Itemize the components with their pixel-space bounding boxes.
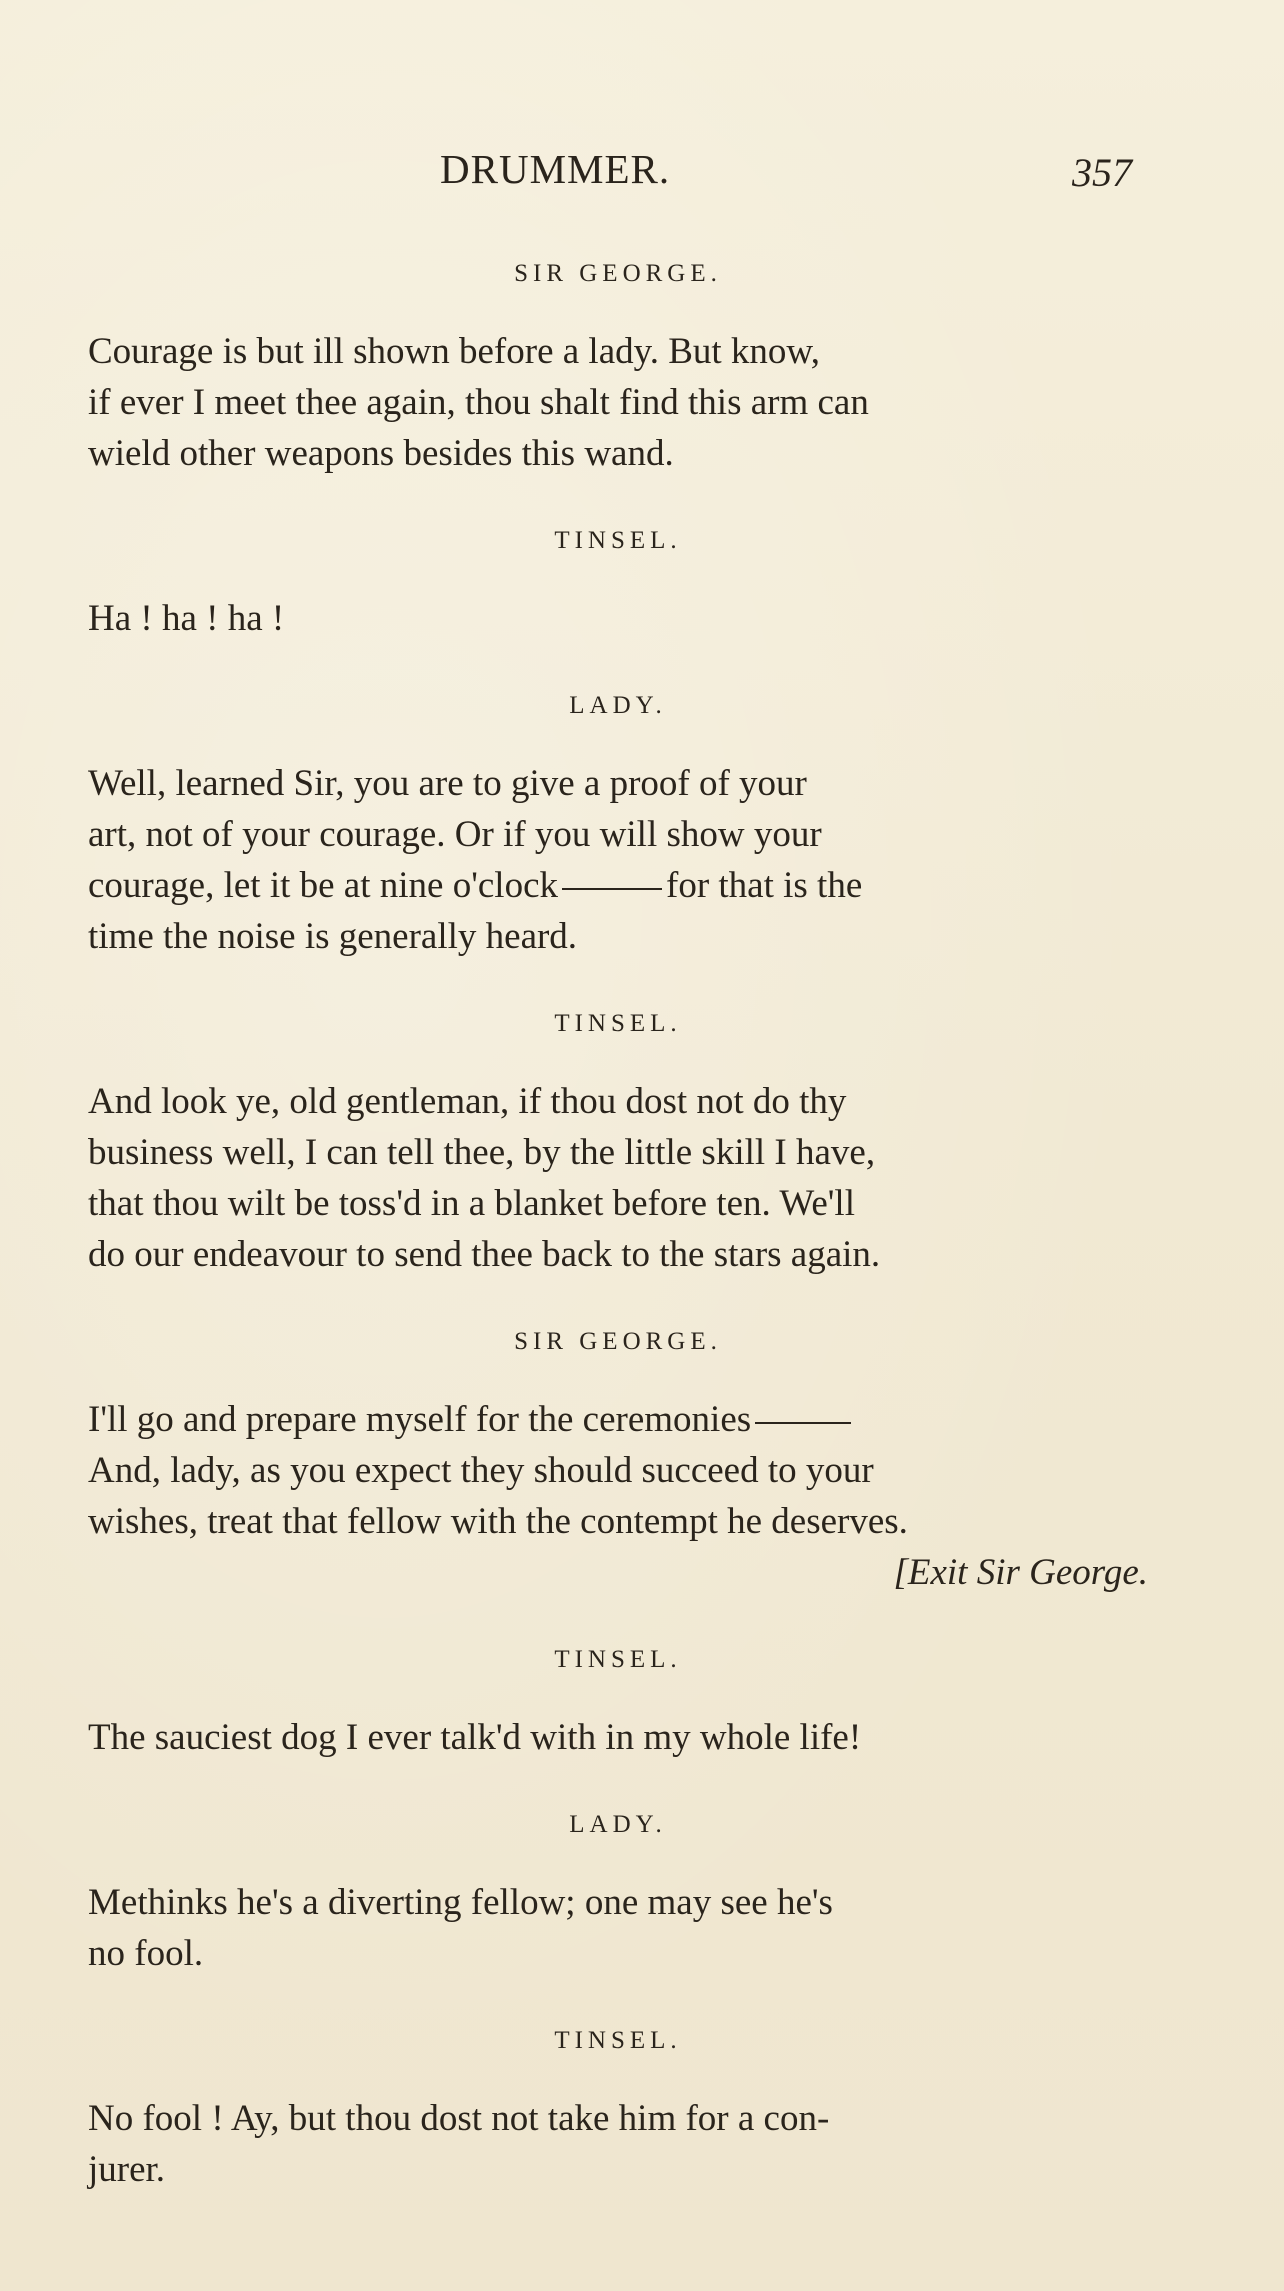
speech-line: art, not of your courage. Or if you will show your: [88, 814, 822, 855]
speech-line-with-dash: [88, 1394, 1148, 1445]
play-text: [88, 258, 1148, 2195]
speech-line-tail: for that is the: [666, 865, 863, 906]
spacer: [88, 479, 1148, 525]
speech-line-head: I'll go and prepare myself for the ceremonies: [88, 1399, 752, 1440]
speech-tinsel-1: [88, 593, 1148, 644]
running-title: DRUMMER.: [440, 146, 671, 192]
spacer: [88, 962, 1148, 1008]
speech-tinsel-4: [88, 2093, 1148, 2195]
speech-line: business well, I can tell thee, by the little skill I have,: [88, 1132, 876, 1173]
speech-line: And, lady, as you expect they should succeed to your: [88, 1450, 874, 1491]
speaker-name: SIR GEORGE.: [514, 260, 722, 287]
em-dash-rule: [755, 1422, 851, 1424]
speech-line: The sauciest dog I ever talk'd with in my whole life!: [88, 1717, 862, 1758]
stage-direction: [Exit Sir George.: [893, 1552, 1148, 1593]
speaker-name: LADY.: [569, 692, 667, 719]
speech-line: Ha ! ha ! ha !: [88, 598, 285, 639]
speech-line: time the noise is generally heard.: [88, 916, 578, 957]
speech-line: Methinks he's a diverting fellow; one may see he's: [88, 1882, 833, 1923]
speech-line: that thou wilt be toss'd in a blanket before ten. We'll: [88, 1183, 855, 1224]
speech-line: Well, learned Sir, you are to give a proof of your: [88, 763, 807, 804]
speech-line-head: courage, let it be at nine o'clock: [88, 865, 558, 906]
spacer: [88, 1280, 1148, 1326]
speech-line-with-dash: [88, 860, 1148, 911]
spacer: [88, 644, 1148, 690]
speech-tinsel-2: [88, 1076, 1148, 1280]
speech-line: jurer.: [88, 2149, 166, 2190]
speech-sir-george-1: [88, 326, 1148, 479]
speaker-name: SIR GEORGE.: [514, 1328, 722, 1355]
running-head: [0, 145, 1284, 205]
page-number: 357: [1072, 150, 1132, 195]
speech-line: do our endeavour to send thee back to the stars again.: [88, 1234, 881, 1275]
speech-line: No fool ! Ay, but thou dost not take him for a con-: [88, 2098, 830, 2139]
speaker-name: TINSEL.: [554, 1010, 682, 1037]
speech-lady-1: [88, 758, 1148, 962]
speech-lady-2: [88, 1877, 1148, 1979]
speech-line: Courage is but ill shown before a lady. But know,: [88, 331, 820, 372]
speech-sir-george-2: [88, 1394, 1148, 1598]
spacer: [88, 1598, 1148, 1644]
speaker-name: TINSEL.: [554, 1646, 682, 1673]
speech-line: wield other weapons besides this wand.: [88, 433, 674, 474]
speech-line: no fool.: [88, 1933, 204, 1974]
em-dash-rule: [562, 888, 662, 890]
speaker-name: TINSEL.: [554, 527, 682, 554]
speaker-name: LADY.: [569, 1811, 667, 1838]
spacer: [88, 1979, 1148, 2025]
spacer: [88, 1763, 1148, 1809]
speaker-name: TINSEL.: [554, 2027, 682, 2054]
speech-line: wishes, treat that fellow with the contempt he deserves.: [88, 1501, 908, 1542]
speech-line: if ever I meet thee again, thou shalt find this arm can: [88, 382, 869, 423]
speech-tinsel-3: [88, 1712, 1148, 1763]
speech-line: And look ye, old gentleman, if thou dost not do thy: [88, 1081, 847, 1122]
